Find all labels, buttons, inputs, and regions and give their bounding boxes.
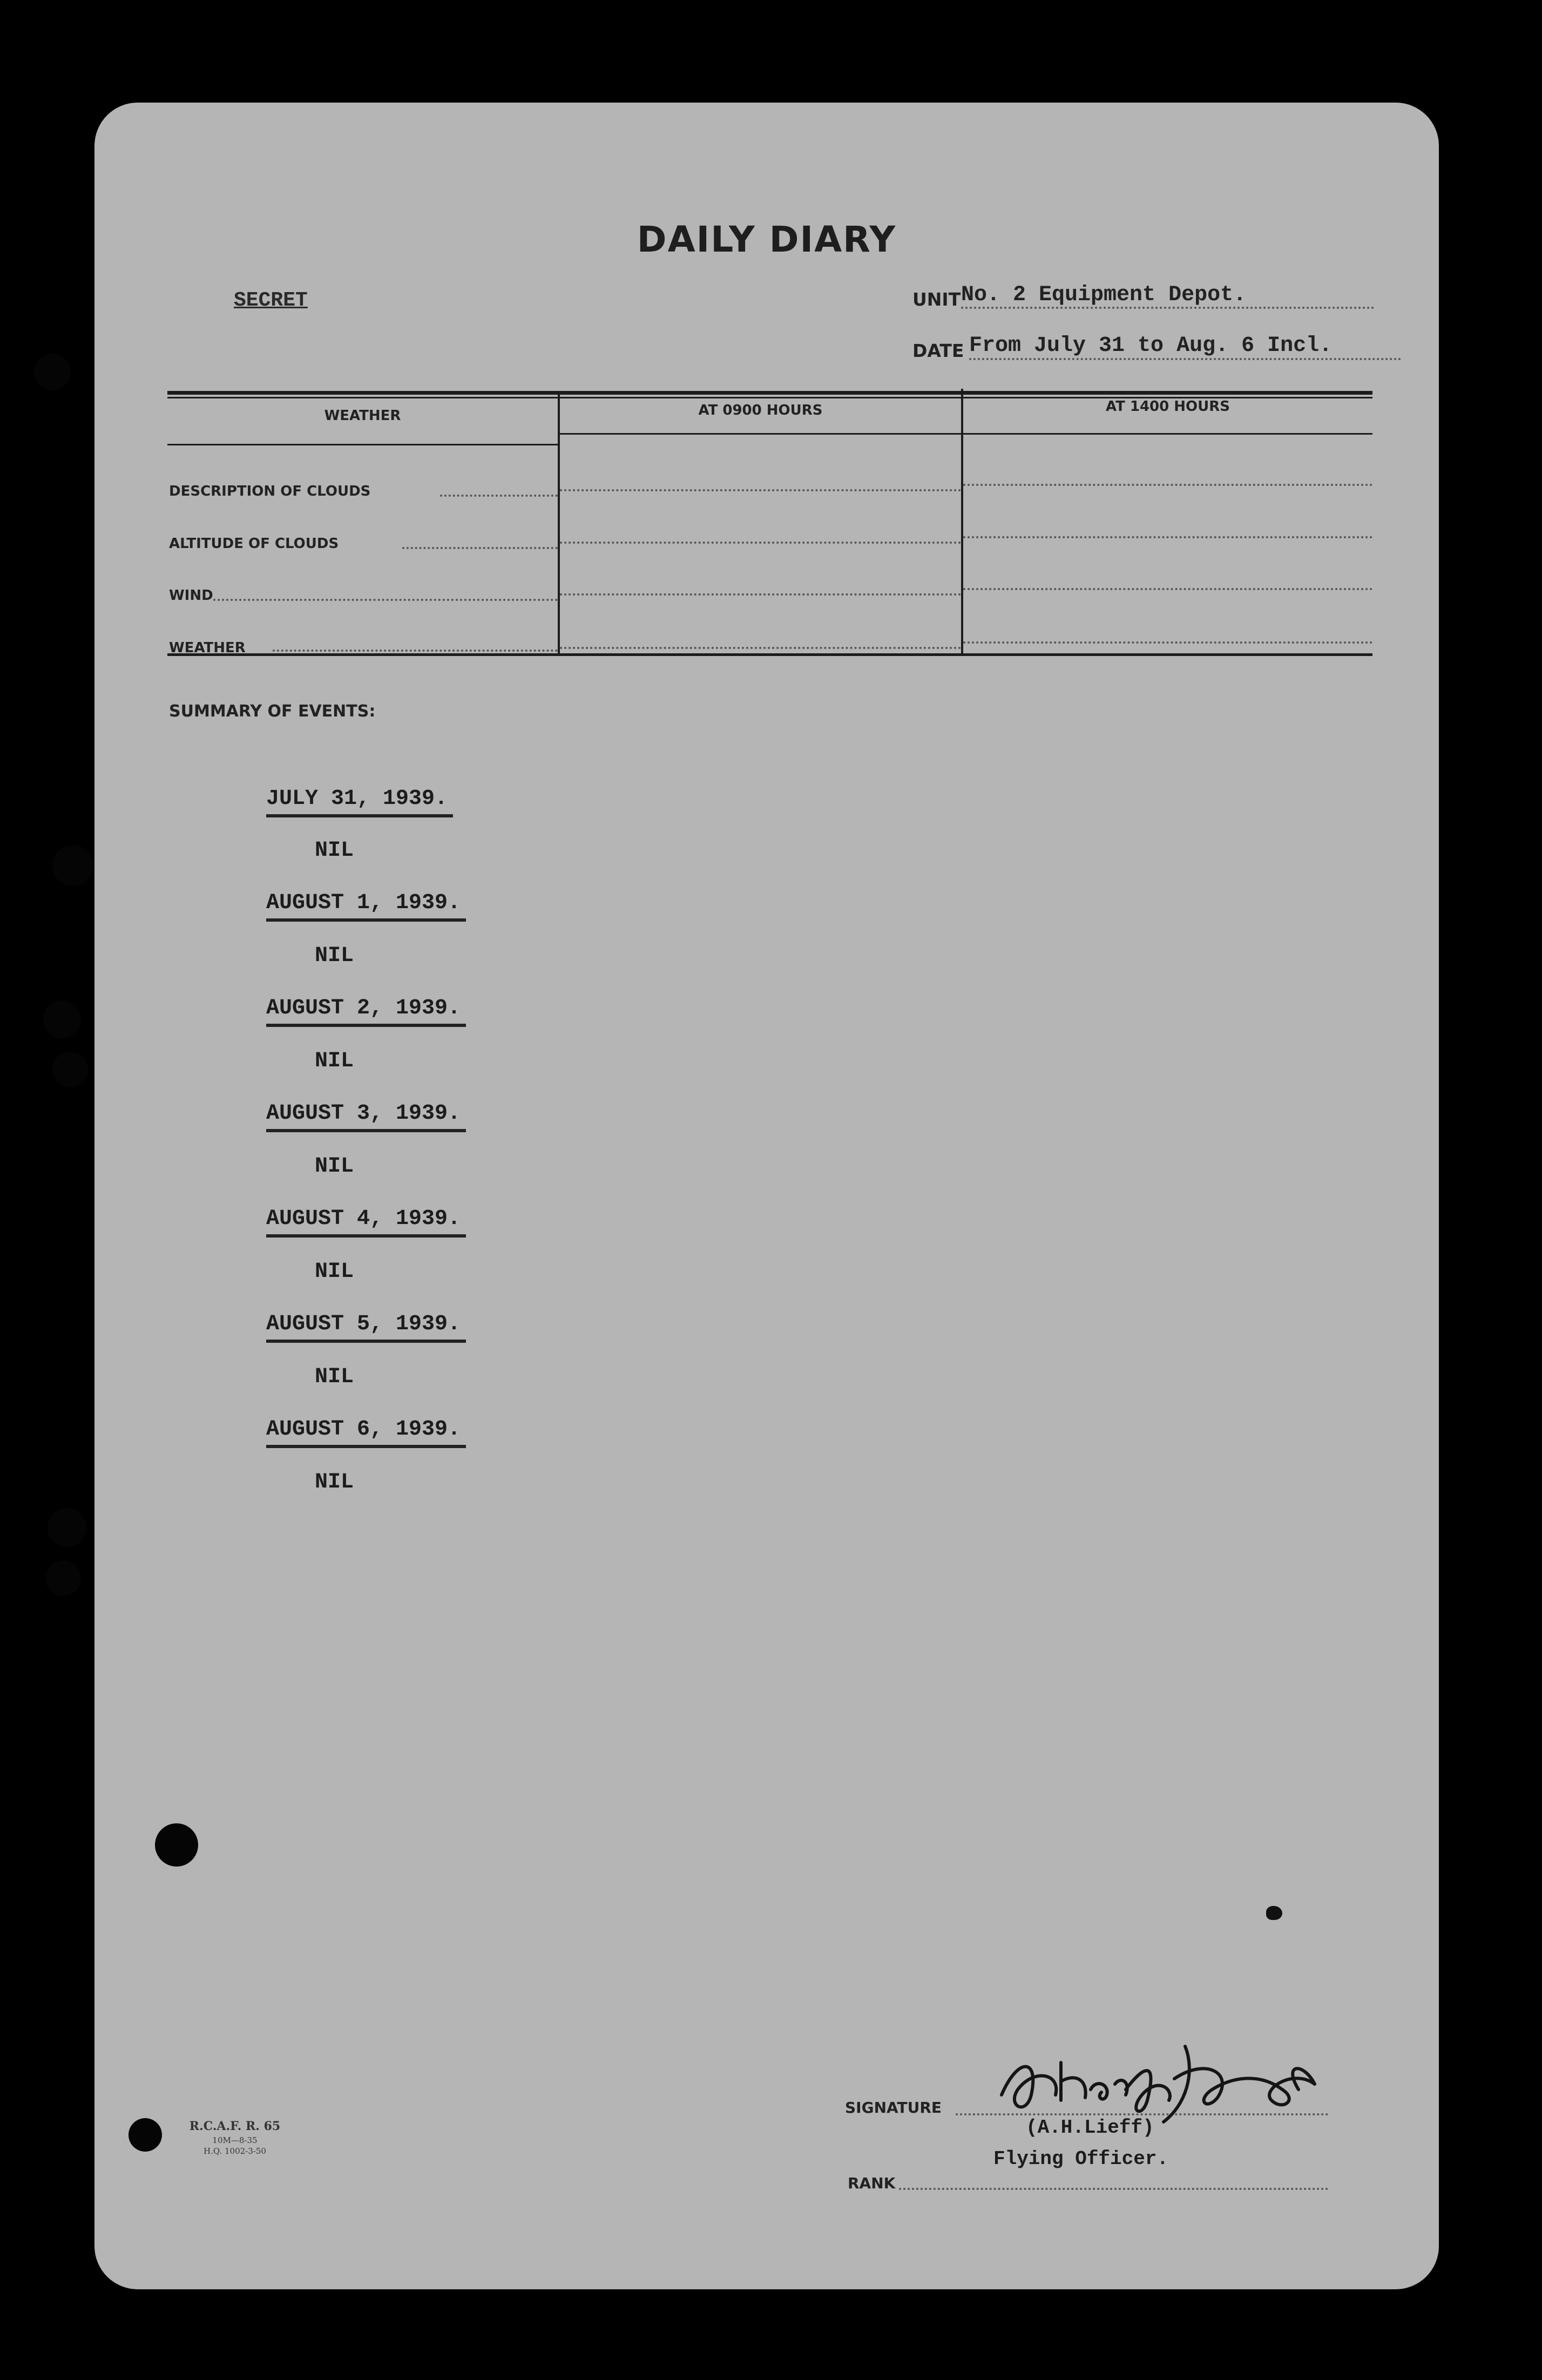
header-underline	[167, 444, 558, 445]
entry-date: AUGUST 2, 1939.	[266, 996, 466, 1027]
date-value: From July 31 to Aug. 6 Incl.	[969, 334, 1333, 358]
entry-text: NIL	[315, 944, 354, 968]
entry-date: AUGUST 3, 1939.	[266, 1101, 466, 1132]
rank-dotline	[899, 2188, 1328, 2190]
entry-date: AUGUST 4, 1939.	[266, 1207, 466, 1238]
row-dotline	[963, 484, 1372, 486]
binder-hole	[128, 2118, 162, 2152]
row-dotline	[213, 599, 558, 601]
binder-hole	[52, 1052, 88, 1087]
entry-date: AUGUST 6, 1939.	[266, 1417, 466, 1448]
row-dotline	[560, 542, 961, 544]
form-code-line: 10M—8-35	[212, 2135, 258, 2145]
entry-text: NIL	[315, 1049, 354, 1073]
entry-date: AUGUST 5, 1939.	[266, 1312, 466, 1343]
summary-heading: SUMMARY OF EVENTS:	[169, 702, 376, 721]
unit-label: UNIT	[912, 289, 961, 310]
row-dotline	[963, 536, 1372, 538]
header-underline	[560, 433, 961, 435]
row-label-weather: WEATHER	[169, 640, 246, 656]
diary-page	[94, 103, 1439, 2289]
row-dotline	[560, 593, 961, 596]
entry-text: NIL	[315, 1154, 354, 1179]
header-underline	[963, 433, 1372, 435]
row-dotline	[440, 495, 558, 497]
entry-text: NIL	[315, 1260, 354, 1284]
column-header-1400: AT 1400 HOURS	[1105, 398, 1230, 415]
binder-hole	[34, 354, 71, 390]
entry-date: JULY 31, 1939.	[266, 787, 453, 817]
binder-hole	[43, 1000, 81, 1038]
entry-text: NIL	[315, 1470, 354, 1495]
date-dotline	[969, 358, 1401, 360]
entry-date: AUGUST 1, 1939.	[266, 891, 466, 922]
unit-dotline	[961, 307, 1374, 309]
entry-text: NIL	[315, 1365, 354, 1389]
signatory-name: (A.H.Lieff)	[1026, 2117, 1154, 2139]
table-top-rule	[167, 391, 1372, 395]
row-label-description-of-clouds: DESCRIPTION OF CLOUDS	[169, 483, 371, 499]
column-divider	[961, 389, 963, 653]
row-dotline	[963, 588, 1372, 590]
table-bottom-rule	[167, 653, 1372, 656]
unit-value: No. 2 Equipment Depot.	[961, 283, 1247, 307]
binder-hole	[52, 845, 93, 886]
row-dotline	[560, 489, 961, 491]
row-dotline	[963, 641, 1372, 644]
row-label-wind: WIND	[169, 587, 213, 604]
binder-hole	[48, 1508, 86, 1547]
classification-stamp: SECRET	[234, 289, 308, 312]
row-dotline	[402, 547, 558, 549]
row-label-altitude-of-clouds: ALTITUDE OF CLOUDS	[169, 536, 339, 552]
form-code-line: R.C.A.F. R. 65	[189, 2119, 281, 2133]
form-code	[175, 2119, 294, 2156]
signature-label: SIGNATURE	[845, 2099, 942, 2117]
row-dotline	[560, 647, 961, 649]
form-code-line: H.Q. 1002-3-50	[204, 2146, 266, 2156]
column-header-weather: WEATHER	[324, 408, 401, 424]
binder-hole	[155, 1823, 198, 1867]
binder-hole	[45, 1560, 81, 1596]
column-header-0900: AT 0900 HOURS	[698, 402, 823, 418]
rank-value: Flying Officer.	[993, 2148, 1169, 2170]
rank-label: RANK	[848, 2174, 896, 2192]
date-label: DATE	[912, 340, 964, 361]
page-title: DAILY DIARY	[637, 219, 897, 260]
entry-text: NIL	[315, 839, 354, 863]
row-dotline	[273, 650, 558, 652]
ink-blot	[1266, 1906, 1282, 1920]
